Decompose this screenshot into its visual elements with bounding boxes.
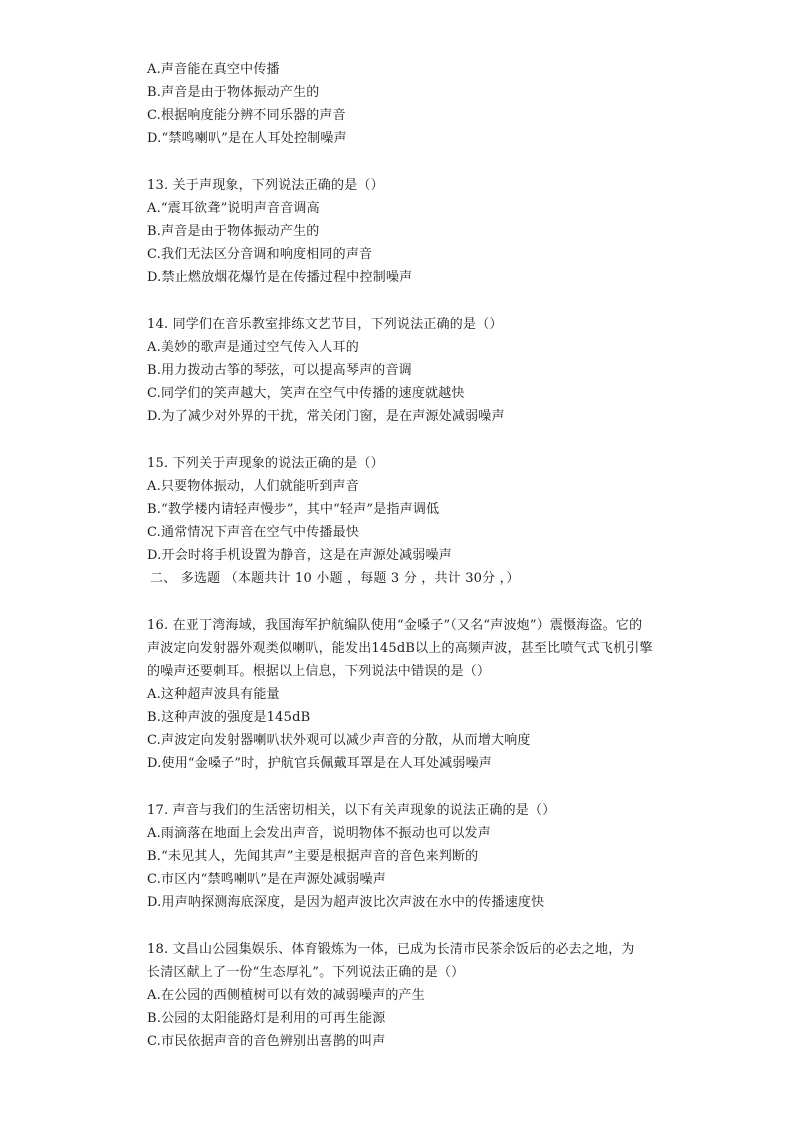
section-multiple-choice-heading: 二、 多选题 （本题共计 10 小题 ，每题 3 分 ，共计 30分 ，） bbox=[150, 571, 520, 586]
q16-stem-line-2: 声波定向发射器外观类似喇叭，能发出145dB以上的高频声波，甚至比喷气式飞机引擎 bbox=[147, 641, 653, 656]
q15-option-c: C.通常情况下声音在空气中传播最快 bbox=[147, 525, 360, 540]
q13-stem: 13. 关于声现象，下列说法正确的是（） bbox=[147, 178, 384, 193]
q14-stem: 14. 同学们在音乐教室排练文艺节目，下列说法正确的是（） bbox=[147, 317, 503, 332]
q13-option-c: C.我们无法区分音调和响度相同的声音 bbox=[147, 247, 373, 262]
q13-option-d: D.禁止燃放烟花爆竹是在传播过程中控制噪声 bbox=[147, 270, 413, 285]
q12-option-b: B.声音是由于物体振动产生的 bbox=[147, 85, 320, 100]
q18-stem-line-1: 18. 文昌山公园集娱乐、体育锻炼为一体，已成为长清市民茶余饭后的必去之地，为 bbox=[147, 942, 635, 957]
q16-option-c: C.声波定向发射器喇叭状外观可以减少声音的分散，从而增大响度 bbox=[147, 733, 531, 748]
q18-option-b: B.公园的太阳能路灯是利用的可再生能源 bbox=[147, 1011, 386, 1026]
q17-option-c: C.市区内“禁鸣喇叭”是在声源处减弱噪声 bbox=[147, 872, 386, 887]
q18-option-a: A.在公园的西侧植树可以有效的减弱噪声的产生 bbox=[147, 988, 425, 1003]
q17-option-d: D.用声呐探测海底深度，是因为超声波比次声波在水中的传播速度快 bbox=[147, 895, 545, 910]
q18-option-c: C.市民依据声音的音色辨别出喜鹊的叫声 bbox=[147, 1034, 386, 1049]
q14-option-b: B.用力拨动古筝的琴弦，可以提高琴声的音调 bbox=[147, 363, 412, 378]
q18-stem-line-2: 长清区献上了一份“生态厚礼”。下列说法正确的是（） bbox=[147, 965, 465, 980]
q16-option-b: B.这种声波的强度是145dB bbox=[147, 710, 311, 725]
q16-option-d: D.使用“金嗓子”时，护航官兵佩戴耳罩是在人耳处减弱噪声 bbox=[147, 756, 492, 771]
q14-option-d: D.为了减少对外界的干扰，常关闭门窗，是在声源处减弱噪声 bbox=[147, 409, 505, 424]
q17-stem: 17. 声音与我们的生活密切相关，以下有关声现象的说法正确的是（） bbox=[147, 803, 556, 818]
q12-option-c: C.根据响度能分辨不同乐器的声音 bbox=[147, 108, 346, 123]
q16-stem-line-1: 16. 在亚丁湾海域，我国海军护航编队使用“金嗓子”（又名“声波炮”）震慑海盗。它的 bbox=[147, 618, 643, 633]
q14-option-c: C.同学们的笑声越大，笑声在空气中传播的速度就越快 bbox=[147, 386, 465, 401]
q16-stem-line-3: 的噪声还要刺耳。根据以上信息，下列说法中错误的是（） bbox=[147, 664, 491, 679]
q15-stem: 15. 下列关于声现象的说法正确的是（） bbox=[147, 456, 384, 471]
q13-option-a: A.“震耳欲聋”说明声音音调高 bbox=[147, 201, 320, 216]
q14-option-a: A.美妙的歌声是通过空气传入人耳的 bbox=[147, 340, 359, 355]
q17-option-a: A.雨滴落在地面上会发出声音，说明物体不振动也可以发声 bbox=[147, 826, 491, 841]
q17-option-b: B.“未见其人，先闻其声”主要是根据声音的音色来判断的 bbox=[147, 849, 479, 864]
q16-option-a: A.这种超声波具有能量 bbox=[147, 687, 280, 702]
q15-option-d: D.开会时将手机设置为静音，这是在声源处减弱噪声 bbox=[147, 548, 452, 563]
q15-option-b: B.“教学楼内请轻声慢步”，其中“轻声”是指声调低 bbox=[147, 502, 440, 517]
q13-option-b: B.声音是由于物体振动产生的 bbox=[147, 224, 320, 239]
q15-option-a: A.只要物体振动，人们就能听到声音 bbox=[147, 479, 359, 494]
q12-option-d: D.“禁鸣喇叭”是在人耳处控制噪声 bbox=[147, 131, 347, 146]
q12-option-a: A.声音能在真空中传播 bbox=[147, 62, 280, 77]
